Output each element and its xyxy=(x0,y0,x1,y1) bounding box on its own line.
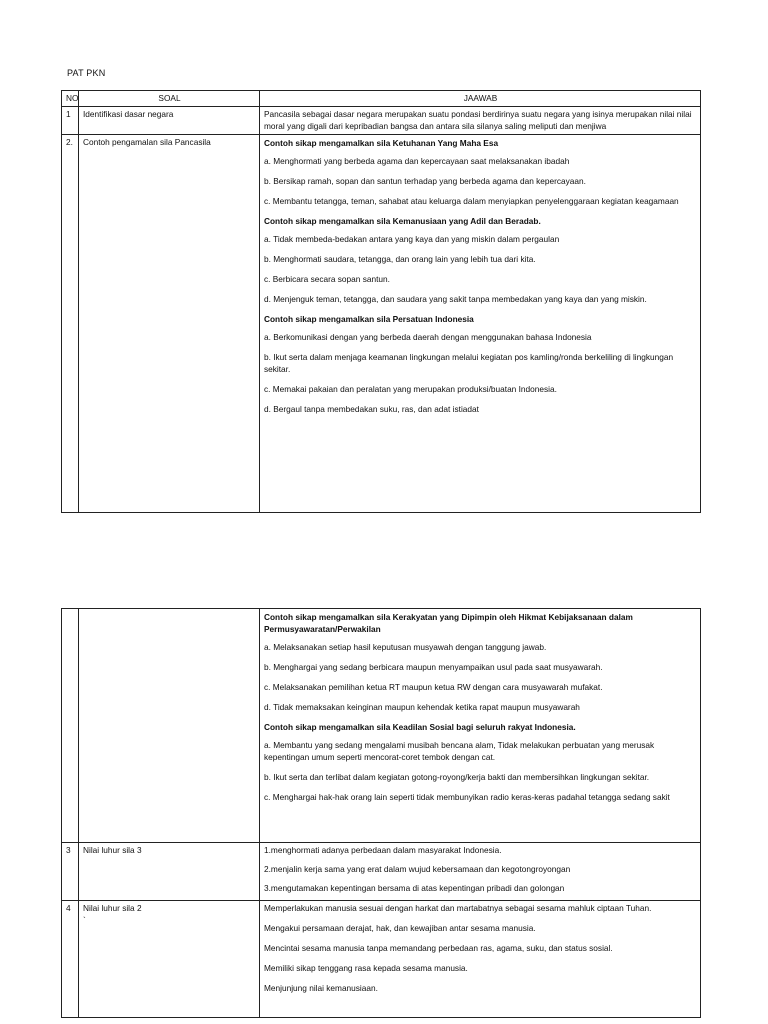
answer-item: b. Bersikap ramah, sopan dan santun terhadap yang berbeda agama dan kepercayaan. xyxy=(264,176,586,186)
table-row xyxy=(62,901,701,1018)
answer-line: Memperlakukan manusia sesuai dengan harkat dan martabatnya sebagai sesama mahluk ciptaan Tuhan. xyxy=(264,903,652,913)
answer-line: 1.menghormati adanya perbedaan dalam masyarakat Indonesia. xyxy=(264,845,502,855)
answer-cell: Pancasila sebagai dasar negara merupakan suatu pondasi berdirinya suatu negara yang isinya merupakan nilai nilai moral yang digali dari kepribadian bangsa dan antara sila silanya saling meliputi dan menjiwa xyxy=(260,107,701,135)
answer-line: Mencintai sesama manusia tanpa memandang perbedaan ras, agama, suku, dan status sosial. xyxy=(264,943,613,953)
section-heading: Contoh sikap mengamalkan sila Ketuhanan Yang Maha Esa xyxy=(264,138,499,148)
answer-item: c. Berbicara secara sopan santun. xyxy=(264,274,390,284)
section-heading: Contoh sikap mengamalkan sila Kemanusiaan yang Adil dan Beradab. xyxy=(264,216,541,226)
answer-item: b. Menghargai yang sedang berbicara maupun menyampaikan usul pada saat musyawarah. xyxy=(264,662,603,672)
table-row xyxy=(62,843,701,901)
header-soal: SOAL xyxy=(79,91,260,107)
answer-item: a. Membantu yang sedang mengalami musibah bencana alam, Tidak melakukan perbuatan yang merusak kepentingan umum seperti mencorat-coret tembok dengan cat. xyxy=(264,740,655,762)
stray-mark: ` xyxy=(83,915,86,925)
question-cell: Identifikasi dasar negara xyxy=(79,107,260,135)
answer-item: a. Menghormati yang berbeda agama dan kepercayaan saat melaksanakan ibadah xyxy=(264,156,570,166)
row-number: 1 xyxy=(62,107,79,135)
question-cell xyxy=(79,901,260,1018)
page-title: PAT PKN xyxy=(67,68,106,78)
answer-item: c. Membantu tetangga, teman, sahabat atau keluarga dalam menyiapkan penyelenggaraan kegiatan keagamaan xyxy=(264,196,679,206)
row-number xyxy=(62,609,79,843)
answer-item: b. Ikut serta dan terlibat dalam kegiatan gotong-royong/kerja bakti dan membersihkan lingkungan sekitar. xyxy=(264,772,650,782)
answer-line: Menjunjung nilai kemanusiaan. xyxy=(264,983,378,993)
section-heading: Contoh sikap mengamalkan sila Keadilan Sosial bagi seluruh rakyat Indonesia. xyxy=(264,722,576,732)
answer-cell xyxy=(260,135,701,513)
answer-item: a. Melaksanakan setiap hasil keputusan musyawah dengan tanggung jawab. xyxy=(264,642,547,652)
answer-item: d. Bergaul tanpa membedakan suku, ras, dan adat istiadat xyxy=(264,404,479,414)
answer-item: b. Ikut serta dalam menjaga keamanan lingkungan melalui kegiatan pos kamling/ronda berkeliling di lingkungan sekitar. xyxy=(264,352,674,374)
table-row xyxy=(62,135,701,513)
table-row xyxy=(62,609,701,843)
answer-line: 3.mengutamakan kepentingan bersama di atas kepentingan pribadi dan golongan xyxy=(264,883,565,893)
answer-line: Mengakui persamaan derajat, hak, dan kewajiban antar sesama manusia. xyxy=(264,923,536,933)
header-jawab: JAAWAB xyxy=(260,91,701,107)
question-cell: Contoh pengamalan sila Pancasila xyxy=(79,135,260,513)
answer-line: 2.menjalin kerja sama yang erat dalam wujud kebersamaan dan kegotongroyongan xyxy=(264,864,571,874)
answer-item: c. Melaksanakan pemilihan ketua RT maupun ketua RW dengan cara musyawarah mufakat. xyxy=(264,682,603,692)
question-text: Nilai luhur sila 2 xyxy=(83,903,142,913)
row-number: 2. xyxy=(62,135,79,513)
answer-cell xyxy=(260,609,701,843)
section-heading: Contoh sikap mengamalkan sila Kerakyatan yang Dipimpin oleh Hikmat Kebijaksanaan dalam Permusyawaratan/Perwakilan xyxy=(264,612,633,634)
answer-item: c. Menghargai hak-hak orang lain seperti tidak membunyikan radio keras-keras padahal tetangga sedang sakit xyxy=(264,792,670,802)
answer-item: c. Memakai pakaian dan peralatan yang merupakan produksi/buatan Indonesia. xyxy=(264,384,557,394)
table-header-row xyxy=(62,91,701,107)
answer-item: a. Berkomunikasi dengan yang berbeda daerah dengan menggunakan bahasa Indonesia xyxy=(264,332,592,342)
answer-line: Memiliki sikap tenggang rasa kepada sesama manusia. xyxy=(264,963,468,973)
row-number: 3 xyxy=(62,843,79,901)
answer-cell xyxy=(260,843,701,901)
answer-table-page-1 xyxy=(61,90,701,513)
answer-item: d. Tidak memaksakan keinginan maupun kehendak ketika rapat maupun musyawarah xyxy=(264,702,580,712)
section-heading: Contoh sikap mengamalkan sila Persatuan Indonesia xyxy=(264,314,474,324)
answer-item: a. Tidak membeda-bedakan antara yang kaya dan yang miskin dalam pergaulan xyxy=(264,234,560,244)
question-cell xyxy=(79,609,260,843)
question-cell: Nilai luhur sila 3 xyxy=(79,843,260,901)
answer-table-page-2 xyxy=(61,608,701,1018)
answer-item: b. Menghormati saudara, tetangga, dan orang lain yang lebih tua dari kita. xyxy=(264,254,536,264)
header-no: NO xyxy=(62,91,79,107)
row-number: 4 xyxy=(62,901,79,1018)
table-row xyxy=(62,107,701,135)
answer-item: d. Menjenguk teman, tetangga, dan saudara yang sakit tanpa membedakan yang kaya dan yang miskin. xyxy=(264,294,647,304)
answer-cell xyxy=(260,901,701,1018)
